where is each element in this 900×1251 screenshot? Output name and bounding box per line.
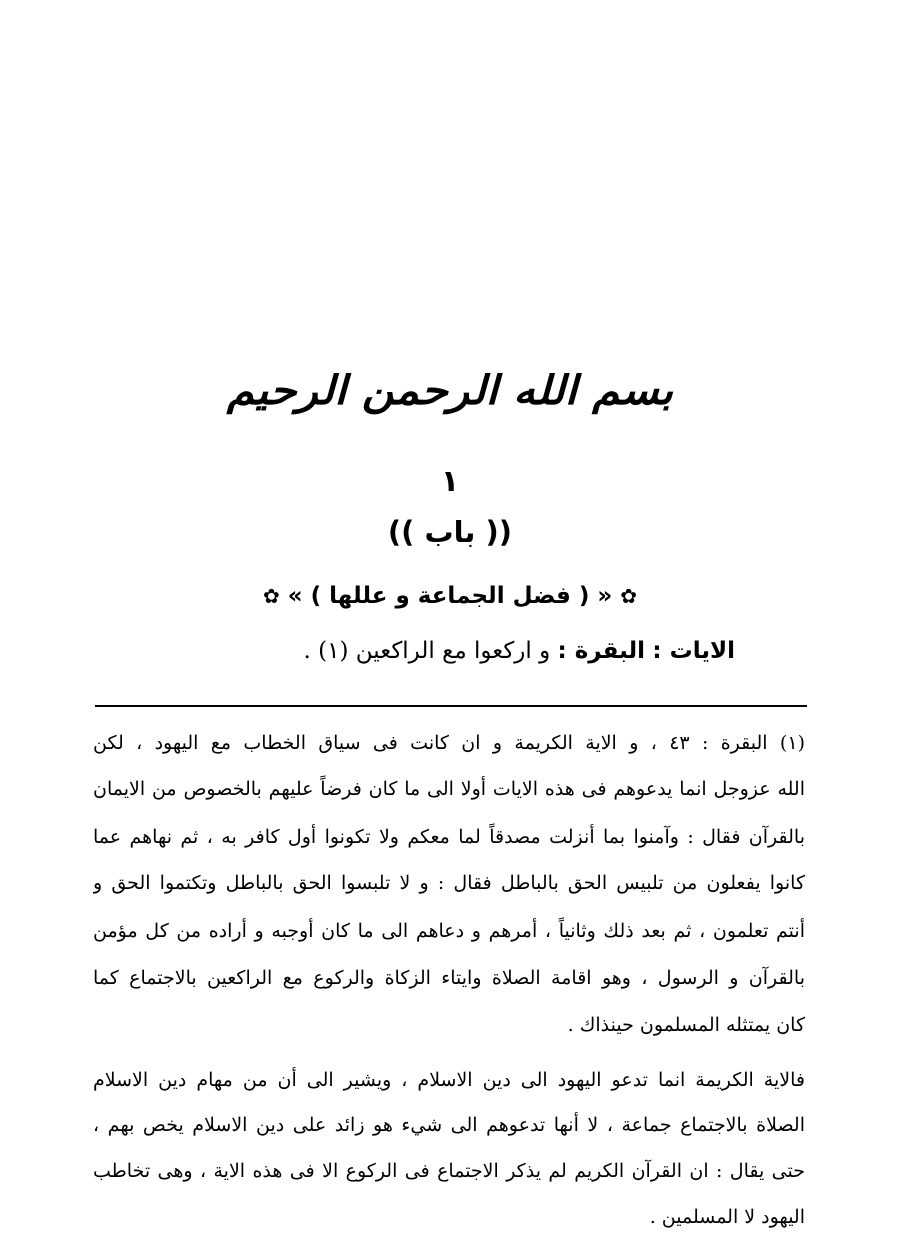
footnote-line: كان يمتثله المسلمون حينذاك . [567, 1014, 805, 1036]
footnote-divider [95, 705, 807, 707]
chapter-number: ١ [440, 464, 460, 499]
paragraph-line: الصلاة بالاجتماع جماعة ، لا أنها تدعوهم الى شيء هو زائد على دين الاسلام يخص بهم ، [93, 1114, 805, 1136]
footnote-line: بالقرآن فقال : وآمنوا بما أنزلت مصدقاً لما معكم ولا تكونوا أول كافر به ، ثم نهاهم عما [93, 826, 805, 848]
flower-ornament-icon: ✿ [620, 584, 638, 608]
subtitle-text: « ( فضل الجماعة و عللها ) » [287, 583, 613, 609]
basmala-calligraphy [0, 345, 900, 435]
paragraph-line: حتى يقال : ان القرآن الكريم لم يذكر الاجتماع فى الركوع الا فى هذه الاية ، وهى تخاطب [93, 1160, 805, 1182]
ayat-text: و اركعوا مع الراكعين (١) . [303, 638, 551, 664]
footnote-line: كانوا يفعلون من تلبيس الحق بالباطل فقال : و لا تلبسوا الحق بالباطل وتكتموا الحق و [93, 872, 805, 894]
ayat-label: الايات : [652, 638, 735, 664]
paragraph-line: اليهود لا المسلمين . [649, 1206, 805, 1228]
footnote-line: (١) البقرة : ٤٣ ، و الاية الكريمة و ان كانت فى سياق الخطاب مع اليهود ، لكن [93, 732, 805, 754]
footnote-line: الله عزوجل انما يدعوهم فى هذه الايات أولا الى ما كان فرضاً عليهم بالخصوص من الايمان [93, 778, 805, 800]
footnote-line: بالقرآن و الرسول ، وهو اقامة الصلاة وايتاء الزكاة والركوع مع الراكعين بالاجتماع كما [93, 967, 805, 989]
footnote-line: أنتم تعلمون ، ثم بعد ذلك وثانياً ، أمرهم و دعاهم الى ما كان أوجبه و أراده من كل مؤمن [93, 920, 805, 942]
bab-heading: (( باب )) [387, 515, 513, 549]
paragraph-line: فالاية الكريمة انما تدعو اليهود الى دين الاسلام ، ويشير الى أن من مهام دين الاسلام [93, 1069, 805, 1091]
chapter-subtitle [0, 580, 900, 612]
surah-name: البقرة : [557, 638, 646, 664]
ayat-line [95, 634, 735, 668]
basmala-text: بسم الله الرحمن الرحيم [226, 366, 674, 414]
flower-ornament-icon: ✿ [262, 584, 280, 608]
